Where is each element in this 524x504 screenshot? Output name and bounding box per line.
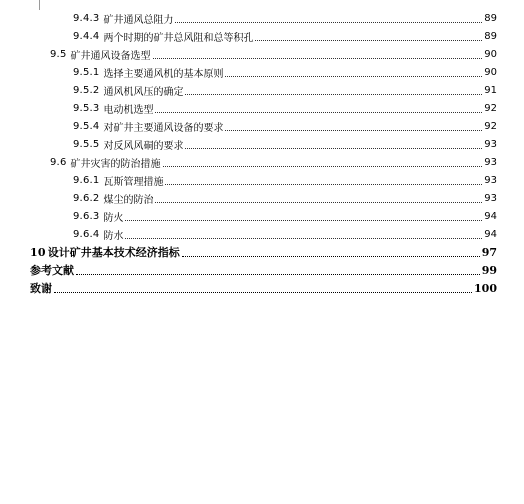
toc-entry-chapter-10[interactable] <box>30 243 497 261</box>
toc-entry-number: 9.6 <box>50 156 67 168</box>
toc-entry-page: 94 <box>484 210 497 222</box>
toc-entry-9-6-4[interactable] <box>73 225 497 243</box>
toc-entry-9-5-3[interactable] <box>73 99 497 117</box>
toc-entry-9-4-3[interactable] <box>73 9 497 27</box>
toc-entry-number: 9.5.3 <box>73 102 100 114</box>
dot-leader <box>163 166 483 167</box>
toc-entry-9-5[interactable] <box>50 45 497 63</box>
toc-entry-page: 93 <box>484 156 497 168</box>
toc-entry-9-5-2[interactable] <box>73 81 497 99</box>
toc-entry-page: 93 <box>484 138 497 150</box>
toc-entry-number: 9.6.4 <box>73 228 100 240</box>
toc-entry-page: 93 <box>484 174 497 186</box>
toc-entry-title: 致谢 <box>30 282 52 295</box>
toc-entry-9-6-1[interactable] <box>73 171 497 189</box>
toc-entry-title: 两个时期的矿井总风阻和总等积孔 <box>103 32 254 44</box>
toc-entry-9-6[interactable] <box>50 153 497 171</box>
toc-entry-title: 防水 <box>103 230 124 242</box>
dot-leader <box>155 202 482 203</box>
dot-leader <box>175 22 482 23</box>
toc-entry-page: 89 <box>484 30 497 42</box>
toc-entry-page: 97 <box>481 245 497 259</box>
toc-entry-9-6-3[interactable] <box>73 207 497 225</box>
toc-entry-number: 9.5.5 <box>73 138 100 150</box>
toc-entry-number: 9.5.1 <box>73 66 100 78</box>
toc-entry-9-6-2[interactable] <box>73 189 497 207</box>
toc-entry-title: 电动机选型 <box>103 104 154 116</box>
toc-entry-number: 9.5.2 <box>73 84 100 96</box>
toc-entry-title: 对反风风硐的要求 <box>103 140 184 152</box>
toc-entry-title: 防火 <box>103 212 124 224</box>
toc-entry-title: 对矿井主要通风设备的要求 <box>103 122 224 134</box>
toc-entry-page: 94 <box>484 228 497 240</box>
toc-entry-9-5-1[interactable] <box>73 63 497 81</box>
dot-leader <box>125 220 482 221</box>
toc-entry-number: 9.4.3 <box>73 12 100 24</box>
toc-entry-references[interactable] <box>30 261 497 279</box>
toc-entry-page: 100 <box>474 281 497 295</box>
dot-leader <box>185 94 482 95</box>
toc-entry-page: 92 <box>484 120 497 132</box>
dot-leader <box>153 58 483 59</box>
dot-leader <box>225 130 482 131</box>
toc-entry-9-5-5[interactable] <box>73 135 497 153</box>
toc-entry-page: 99 <box>481 263 497 277</box>
toc-entry-title: 瓦斯管理措施 <box>103 176 164 188</box>
toc-entry-9-4-4[interactable] <box>73 27 497 45</box>
dot-leader <box>165 184 482 185</box>
dot-leader <box>255 40 482 41</box>
dot-leader <box>125 238 482 239</box>
toc-entry-title: 参考文献 <box>30 264 74 277</box>
toc-entry-number: 10 <box>30 245 46 259</box>
dot-leader <box>155 112 482 113</box>
dot-leader <box>225 76 482 77</box>
toc-entry-number: 9.6.3 <box>73 210 100 222</box>
dot-leader <box>76 274 480 275</box>
toc-entry-title: 矿井灾害的防治措施 <box>70 158 161 170</box>
toc-entry-number: 9.6.2 <box>73 192 100 204</box>
dot-leader <box>54 292 472 293</box>
toc-entry-number: 9.6.1 <box>73 174 100 186</box>
toc-entry-number: 9.5 <box>50 48 67 60</box>
toc-entry-acknowledgements[interactable] <box>30 279 497 297</box>
toc-entry-title: 选择主要通风机的基本原则 <box>103 68 224 80</box>
toc-entry-page: 90 <box>484 66 497 78</box>
toc-entry-9-5-4[interactable] <box>73 117 497 135</box>
toc-entry-number: 9.5.4 <box>73 120 100 132</box>
toc-entry-title: 设计矿井基本技术经济指标 <box>47 246 180 259</box>
toc-entry-page: 90 <box>484 48 497 60</box>
dot-leader <box>182 256 480 257</box>
toc-entry-page: 89 <box>484 12 497 24</box>
toc-entry-number: 9.4.4 <box>73 30 100 42</box>
page-edge-rule <box>39 0 40 10</box>
toc-entry-title: 通风机风压的确定 <box>103 86 184 98</box>
toc-entry-title: 矿井通风总阻力 <box>103 14 174 26</box>
toc-entry-title: 煤尘的防治 <box>103 194 154 206</box>
toc-entry-page: 92 <box>484 102 497 114</box>
toc-entry-title: 矿井通风设备选型 <box>70 50 151 62</box>
toc-entry-page: 93 <box>484 192 497 204</box>
dot-leader <box>185 148 482 149</box>
toc-entry-page: 91 <box>484 84 497 96</box>
